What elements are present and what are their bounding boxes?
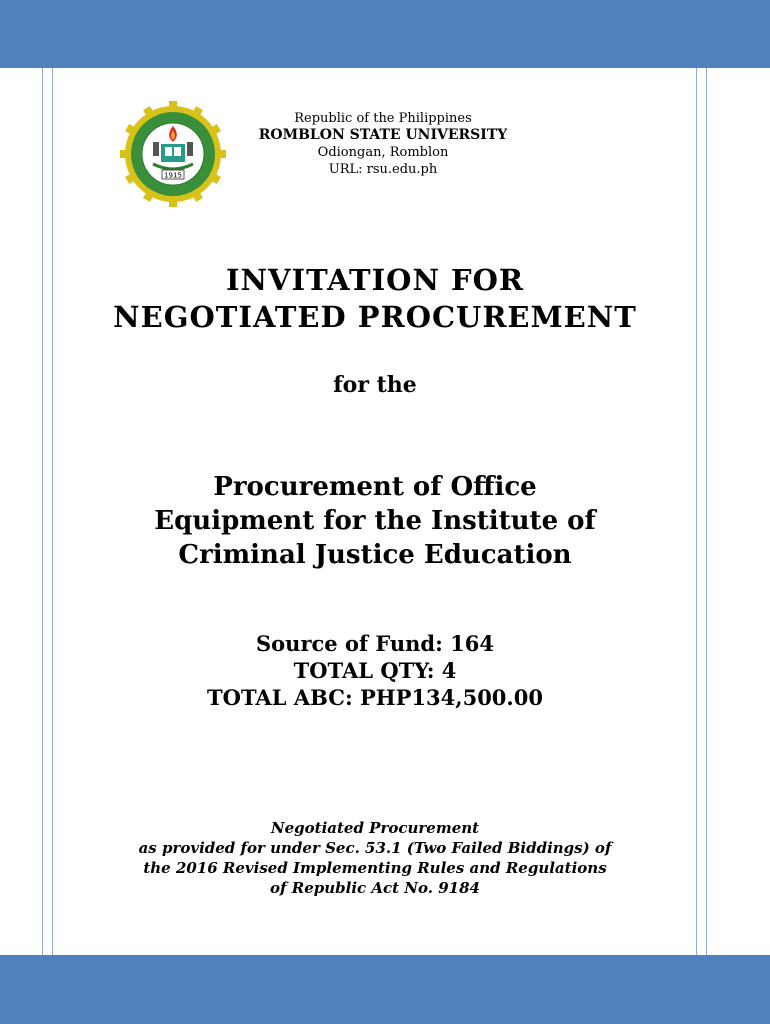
university-seal-icon <box>119 100 227 208</box>
bottom-color-band <box>0 955 770 1024</box>
title-line-1: INVITATION FOR <box>225 263 524 297</box>
page-title <box>60 262 690 336</box>
project-line-2: Equipment for the Institute of <box>154 506 596 536</box>
university-name: ROMBLON STATE UNIVERSITY <box>258 127 508 143</box>
note-line-2: as provided for under Sec. 53.1 (Two Failed Biddings) of <box>138 839 612 857</box>
seal-year: 1915 <box>164 171 182 180</box>
note-line-1: Negotiated Procurement <box>270 819 480 837</box>
left-border-line-outer <box>42 68 43 955</box>
total-abc: TOTAL ABC: PHP134,500.00 <box>207 685 543 710</box>
total-quantity: TOTAL QTY: 4 <box>293 658 457 683</box>
title-line-2: NEGOTIATED PROCUREMENT <box>113 300 637 334</box>
republic-line: Republic of the Philippines <box>294 111 472 126</box>
right-border-line-outer <box>706 68 707 955</box>
project-line-1: Procurement of Office <box>213 472 537 502</box>
url-line: URL: rsu.edu.ph <box>328 162 438 177</box>
top-color-band <box>0 0 770 68</box>
note-line-3: the 2016 Revised Implementing Rules and Regulations <box>143 859 607 877</box>
source-of-fund: Source of Fund: 164 <box>256 631 494 656</box>
location-line: Odiongan, Romblon <box>317 145 449 160</box>
right-border-line-inner <box>696 68 697 955</box>
note-line-4: of Republic Act No. 9184 <box>270 879 480 897</box>
for-the-label: for the <box>333 372 417 398</box>
project-line-3: Criminal Justice Education <box>178 540 572 570</box>
left-border-line-inner <box>52 68 53 955</box>
legal-basis-note <box>60 818 690 898</box>
procurement-details <box>60 630 690 711</box>
institution-header <box>238 110 528 178</box>
project-title <box>60 470 690 572</box>
